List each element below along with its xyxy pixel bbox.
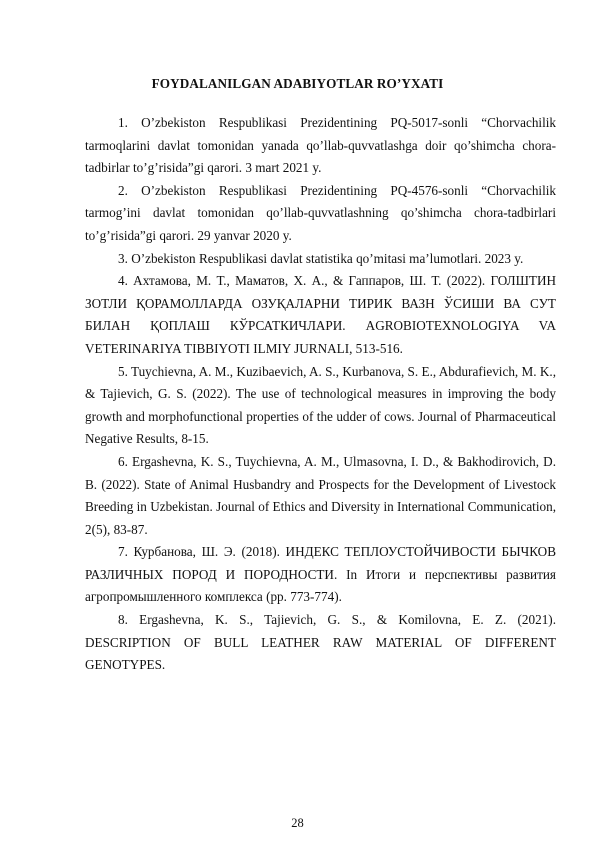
page-title: FOYDALANILGAN ADABIYOTLAR RO’YXATI	[151, 76, 444, 91]
reference-item-7: 7. Курбанова, Ш. Э. (2018). ИНДЕКС ТЕПЛОУСТОЙЧИВОСТИ БЫЧКОВ РАЗЛИЧНЫХ ПОРОД И ПОРОДНОСТИ. In Итоги и перспективы развития агропромышленного комплекса (pp. 773-774).	[85, 544, 556, 605]
page-number: 28	[291, 816, 304, 830]
reference-item-2: 2. O’zbekiston Respublikasi Prezidentining PQ-4576-sonli “Chorvachilik tarmog’ini davlat tomonidan qo’llab-quvvatlashning qo’shimcha chora-tadbirlari to’g’risida”gi qarori. 29 yanvar 2020 y.	[85, 182, 556, 243]
reference-list	[85, 112, 556, 677]
reference-item-5: 5. Tuychievna, A. M., Kuzibaevich, A. S., Kurbanova, S. E., Abdurafievich, M. K., & Tajievich, G. S. (2022). The use of technological measures in improving the body growth and morphofunctional properties of the udder of cows. Journal of Pharmaceutical Negative Results, 8-15.	[85, 363, 556, 447]
reference-item-1: 1. O’zbekiston Respublikasi Prezidentining PQ-5017-sonli “Chorvachilik tarmoqlarini davlat tomonidan yanada qo’llab-quvvatlashga doir qo’shimcha chora-tadbirlar to’g’risida”gi qarori. 3 mart 2021 y.	[85, 115, 556, 176]
reference-item-3: 3. O’zbekiston Respublikasi davlat statistika qo’mitasi ma’lumotlari. 2023 y.	[118, 250, 524, 266]
reference-item-6: 6. Ergashevna, K. S., Tuychievna, A. M., Ulmasovna, I. D., & Bakhodirovich, D. B. (2022). State of Animal Husbandry and Prospects for the Development of Livestock Breeding in Uzbekistan. Journal of Ethics and Diversity in International Communication, 2(5), 83-87.	[85, 453, 556, 537]
reference-item-4: 4. Ахтамова, М. Т., Маматов, Х. А., & Гаппаров, Ш. Т. (2022). ГОЛШТИН ЗОТЛИ ҚОРАМОЛЛАРДА ОЗУҚАЛАРНИ ТИРИК ВАЗН ЎСИШИ ВА СУТ БИЛАН ҚОПЛАШ КЎРСАТКИЧЛАРИ. AGROBIOTEXNOLOGIYA VA VETERINARIYA TIBBIYOTI ILMIY JURNALI, 513-516.	[85, 273, 556, 356]
reference-item-8: 8. Ergashevna, K. S., Tajievich, G. S., & Komilovna, E. Z. (2021). DESCRIPTION OF BULL LEATHER RAW MATERIAL OF DIFFERENT GENOTYPES.	[85, 612, 556, 673]
